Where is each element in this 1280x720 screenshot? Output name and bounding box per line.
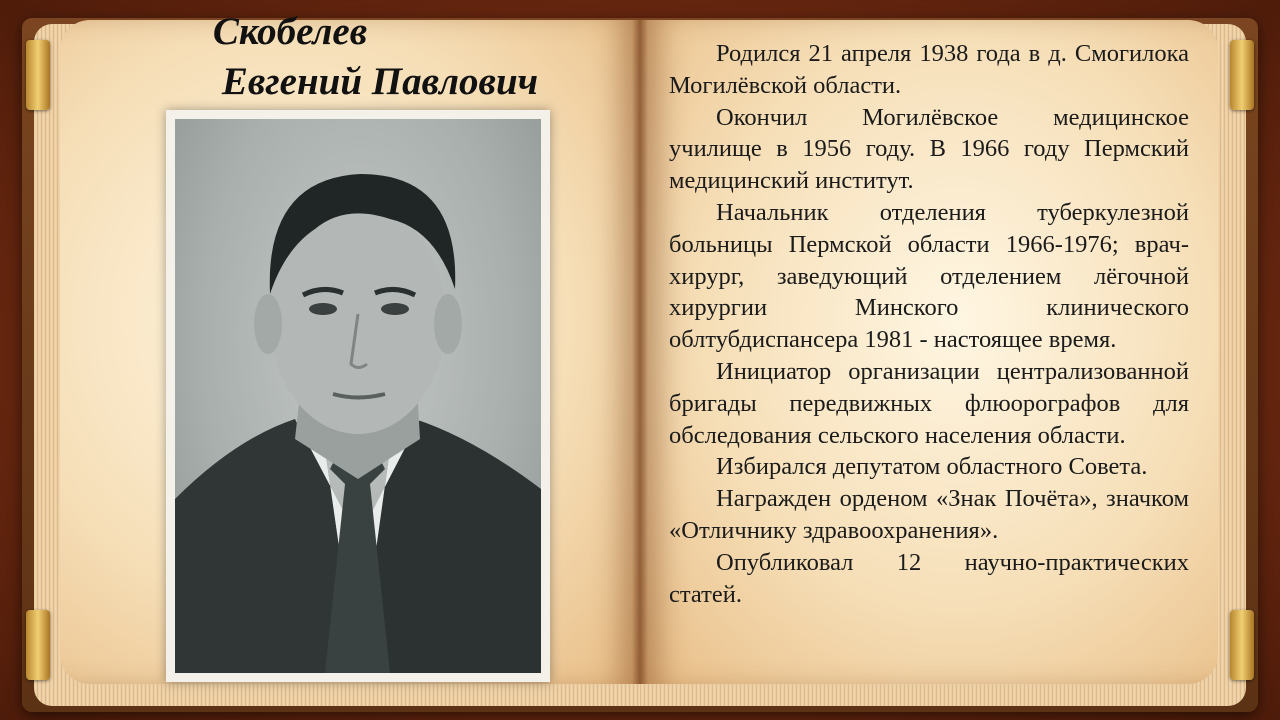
clasp-icon — [1230, 40, 1254, 110]
book-spine — [632, 20, 648, 684]
bio-paragraph-initiative: Инициатор организации централизованной бригады передвижных флюорографов для обследования сельского населения области. — [669, 357, 1189, 449]
photo-frame — [166, 110, 550, 682]
bio-paragraph-deputy: Избирался депутатом областного Совета. — [716, 453, 1148, 481]
page-title-surname: Скобелев — [212, 10, 368, 53]
bio-paragraph-birth: Родился 21 апреля 1938 года в д. Смогилока Могилёвской области. — [669, 40, 1189, 99]
bio-paragraph-education: Окончил Могилёвское медицинское училище в 1956 году. В 1966 году Пермский медицинский институт. — [669, 103, 1189, 195]
bio-paragraph-publications: Опубликовал 12 научно-практических статей. — [669, 548, 1189, 608]
portrait-icon — [175, 119, 541, 673]
clasp-icon — [1230, 610, 1254, 680]
page-title-name: Евгений Павлович — [221, 60, 539, 103]
biography-text — [669, 38, 1189, 610]
bio-paragraph-awards: Награжден орденом «Знак Почёта», значком «Отличнику здравоохранения». — [669, 485, 1189, 544]
portrait-photo — [175, 119, 541, 673]
clasp-icon — [26, 610, 50, 680]
bio-paragraph-career: Начальник отделения туберкулезной больницы Пермской области 1966-1976; врач-хирург, заведующий отделением лёгочной хирургии Минского клинического облтубдиспансера 1981 - настоящее время. — [669, 198, 1189, 354]
clasp-icon — [26, 40, 50, 110]
